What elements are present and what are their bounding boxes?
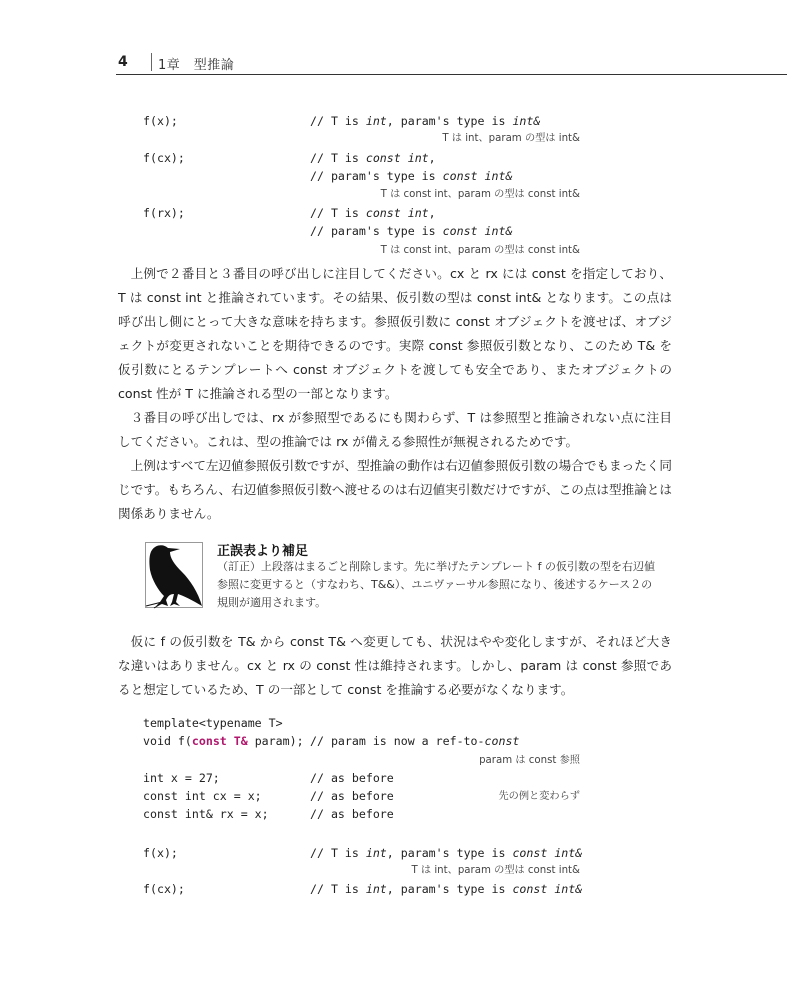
code-line: f(rx); [143,206,185,220]
code-comment: // T is int, param's type is int& [310,114,541,128]
translation-note: 先の例と変わらず [498,791,580,802]
translation-note: T は const int、param の型は const int& [380,189,580,200]
code-comment: // param is now a ref-to-const [310,734,520,748]
translation-note: T は int、param の型は const int& [411,865,580,876]
body-paragraph: 上例で２番目と３番目の呼び出しに注目してください。cx と rx には const を指定しており、T は const int と推論されています。その結果、仮引数の型は const int& となります。この点は呼び出し側にとって大きな意味を持ちます。参照仮引数に const オブジェクトを渡せば、オブジェクトが変更されないことを期待できるのです。実際 const 参照仮引数となり、このため T& を仮引数にとるテンプレートへ const オブジェクトを渡しても安全であり、またオブジェクトの const 性が T に推論される型の一部となります。 [118,266,672,401]
erratum-note [140,540,660,612]
translation-note: T は int、param の型は int& [442,133,580,144]
code-comment: // T is const int, [310,151,436,165]
code-comment: // param's type is const int& [310,169,513,183]
code-line: template<typename T> [143,716,283,730]
code-comment: // T is int, param's type is const int& [310,882,583,896]
code-comment: // param's type is const int& [310,224,513,238]
erratum-title: 正誤表より補足 [217,544,309,559]
erratum-text: （訂正）上段落はまるごと削除します。先に挙げたテンプレート f の仮引数の型を右辺値参照に変更すると（すなわち、T&&）、ユニヴァーサル参照になり、後述するケース２の規則が適用されます。 [217,560,655,609]
code-line: f(x); [143,114,178,128]
code-line: const int& rx = x; [143,807,269,821]
code-comment: // as before [310,771,394,785]
code-line: f(x); [143,846,178,860]
code-comment: // as before [310,789,394,803]
crow-bird-icon [140,540,212,612]
code-line: void f(const T& param); [143,734,304,748]
body-paragraph: ３番目の呼び出しでは、rx が参照型であるにも関わらず、T は参照型と推論されない点に注目してください。これは、型の推論では rx が備える参照性が無視されるためです。 [118,410,672,449]
body-paragraph: 仮に f の仮引数を T& から const T& へ変更しても、状況はやや変化しますが、それほど大きな違いはありません。cx と rx の const 性は維持されます。しかし、param は const 参照であると想定しているため、T の一部として const を推論する必要がなくなります。 [118,634,672,697]
header-divider [151,53,152,71]
code-line: const int cx = x; [143,789,262,803]
chapter-title: 1章 型推論 [158,58,235,73]
translation-note: T は const int、param の型は const int& [380,245,580,256]
running-header [116,52,787,75]
code-line: f(cx); [143,882,185,896]
page-number: 4 [118,54,128,70]
code-comment: // as before [310,807,394,821]
code-line: f(cx); [143,151,185,165]
body-paragraph: 上例はすべて左辺値参照仮引数ですが、型推論の動作は右辺値参照仮引数の場合でもまったく同じです。もちろん、右辺値参照仮引数へ渡せるのは右辺値実引数だけですが、この点は型推論とは関係ありません。 [118,458,672,521]
code-line: int x = 27; [143,771,220,785]
code-comment: // T is const int, [310,206,436,220]
code-comment: // T is int, param's type is const int& [310,846,583,860]
translation-note: param は const 参照 [479,755,580,766]
